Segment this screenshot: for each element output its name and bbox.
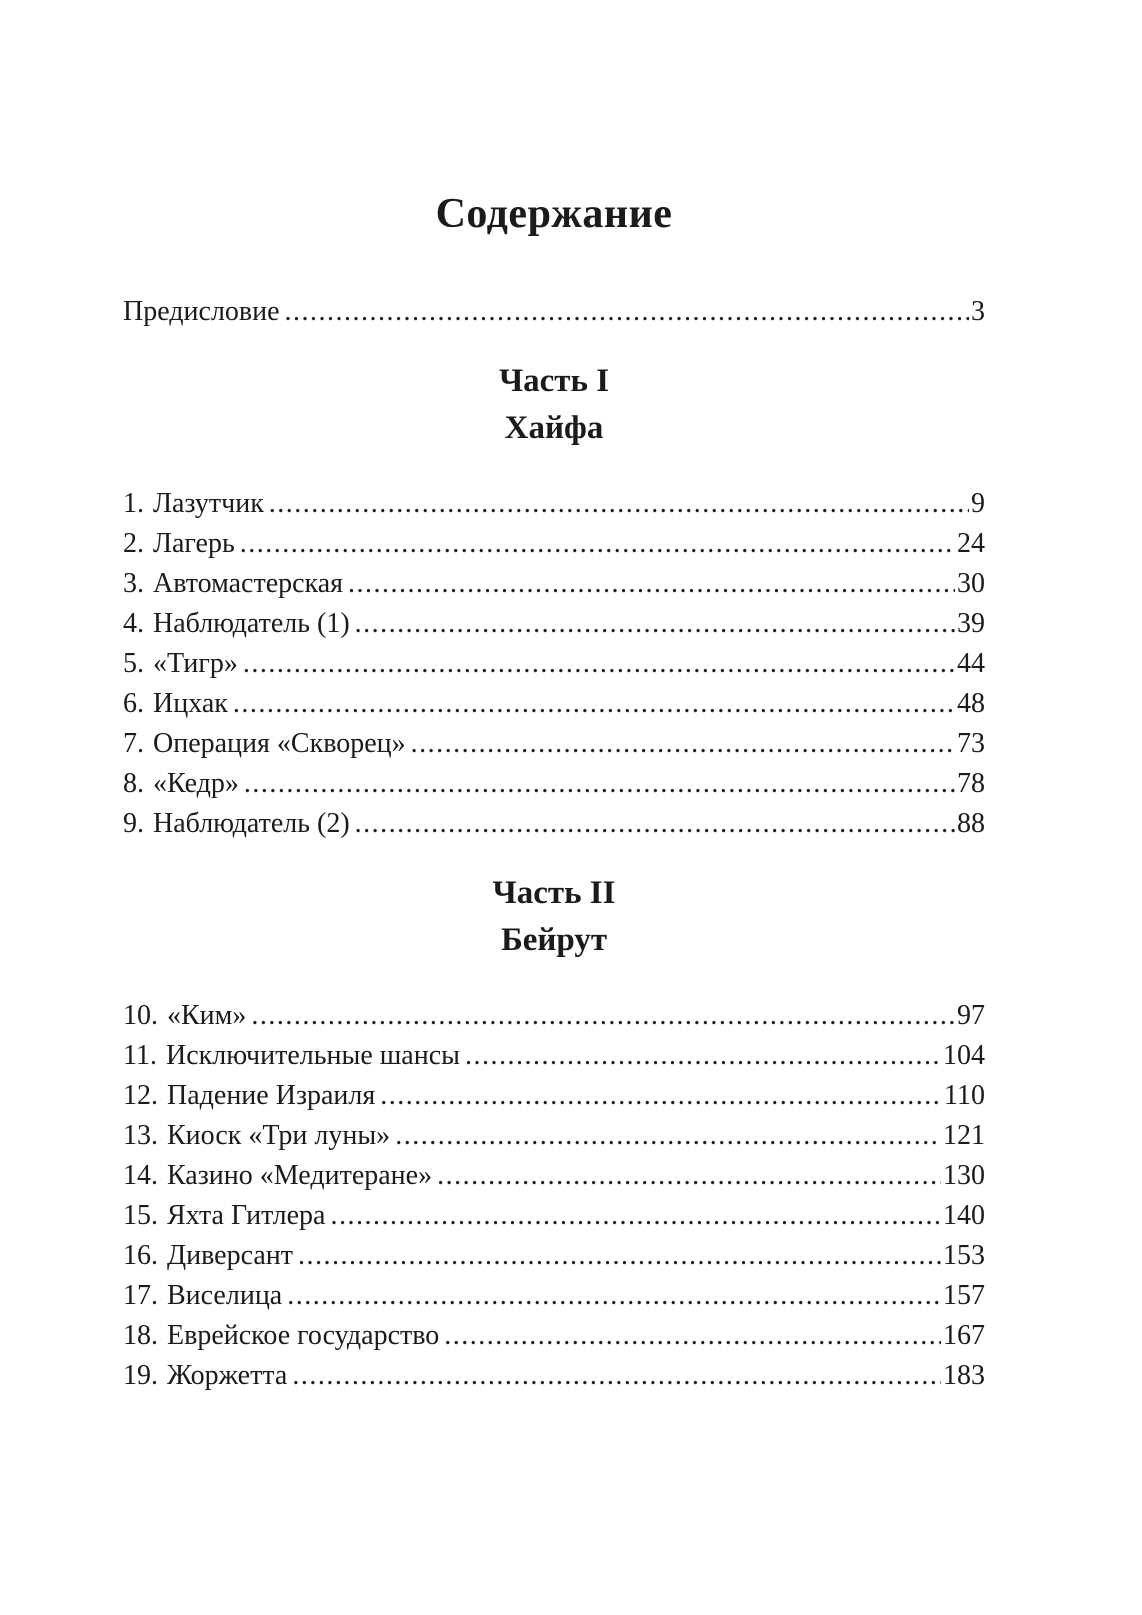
toc-page	[123, 0, 985, 1396]
toc-entry-page: 97	[957, 1000, 985, 1031]
toc-entry	[123, 804, 985, 844]
dot-leader	[269, 484, 969, 524]
toc-entry	[123, 524, 985, 564]
toc-entry-label: Падение Израиля	[167, 1080, 376, 1111]
dot-leader	[298, 1236, 941, 1276]
dot-leader	[355, 804, 955, 844]
toc-entry-number: 16.	[123, 1240, 158, 1271]
toc-entry-label: «Кедр»	[153, 768, 239, 799]
toc-entry-page: 167	[943, 1320, 985, 1351]
dot-leader	[240, 524, 955, 564]
toc-entry-number: 14.	[123, 1160, 158, 1191]
dot-leader	[244, 764, 955, 804]
toc-entry	[123, 1316, 985, 1356]
toc-entry-label: Казино «Медитеране»	[167, 1160, 433, 1191]
toc-entry-page: 130	[943, 1160, 985, 1191]
toc-entry-number: 18.	[123, 1320, 158, 1351]
toc-entry-label: Ицхак	[153, 688, 228, 719]
toc-entry-page: 110	[944, 1080, 985, 1111]
toc-entry	[123, 1236, 985, 1276]
part-title: Часть II	[492, 875, 616, 911]
toc-entry-number: 2.	[123, 528, 144, 559]
toc-entry-page: 3	[971, 296, 985, 327]
part-entries	[123, 996, 985, 1396]
toc-entry-number: 8.	[123, 768, 144, 799]
toc-entry	[123, 1076, 985, 1116]
toc-part	[123, 358, 985, 844]
dot-leader	[330, 1196, 941, 1236]
toc-entry-page: 48	[957, 688, 985, 719]
toc-entry	[123, 996, 985, 1036]
dot-leader	[411, 724, 955, 764]
toc-entry-page: 9	[971, 488, 985, 519]
toc-entry	[123, 484, 985, 524]
toc-entry-page: 73	[957, 728, 985, 759]
toc-entry-page: 157	[943, 1280, 985, 1311]
toc-entry-number: 7.	[123, 728, 144, 759]
toc-entry-number: 6.	[123, 688, 144, 719]
toc-entry-number: 11.	[123, 1040, 157, 1071]
dot-leader	[437, 1156, 941, 1196]
toc-entry-number: 9.	[123, 808, 144, 839]
dot-leader	[355, 604, 955, 644]
part-entries	[123, 484, 985, 844]
toc-entry-number: 4.	[123, 608, 144, 639]
toc-entry-label: Виселица	[167, 1280, 283, 1311]
toc-entry-page: 183	[943, 1360, 985, 1391]
toc-entry-label: Лазутчик	[153, 488, 264, 519]
toc-entry	[123, 1156, 985, 1196]
dot-leader	[251, 996, 955, 1036]
dot-leader	[292, 1356, 941, 1396]
dot-leader	[243, 644, 955, 684]
toc-entry	[123, 644, 985, 684]
toc-parts	[123, 358, 985, 1396]
toc-entry	[123, 684, 985, 724]
toc-part	[123, 870, 985, 1396]
page-title: Содержание	[435, 191, 673, 237]
part-subtitle: Хайфа	[504, 410, 604, 446]
toc-entry-page: 104	[943, 1040, 985, 1071]
toc-entry-label: Предисловие	[123, 296, 280, 327]
toc-entry-number: 3.	[123, 568, 144, 599]
part-subtitle: Бейрут	[500, 922, 608, 958]
toc-entry-page: 78	[957, 768, 985, 799]
dot-leader	[348, 564, 955, 604]
toc-entry-number: 1.	[123, 488, 144, 519]
toc-entry-label: Операция «Скворец»	[153, 728, 406, 759]
toc-entry-page: 24	[957, 528, 985, 559]
toc-entry-label: Киоск «Три луны»	[167, 1120, 391, 1151]
toc-entry-number: 10.	[123, 1000, 158, 1031]
toc-entry-page: 121	[943, 1120, 985, 1151]
toc-entry-label: Автомастерская	[153, 568, 344, 599]
toc-entry-label: Еврейское государство	[167, 1320, 440, 1351]
part-title: Часть I	[498, 363, 610, 399]
toc-entry	[123, 1116, 985, 1156]
toc-entry-label: Исключительные шансы	[165, 1040, 460, 1071]
toc-entry-number: 17.	[123, 1280, 158, 1311]
dot-leader	[395, 1116, 941, 1156]
dot-leader	[465, 1036, 941, 1076]
toc-entry	[123, 1196, 985, 1236]
toc-entry-page: 140	[943, 1200, 985, 1231]
dot-leader	[233, 684, 955, 724]
toc-entry-number: 12.	[123, 1080, 158, 1111]
toc-entry-page: 39	[957, 608, 985, 639]
toc-entry-preface	[123, 292, 985, 332]
dot-leader	[380, 1076, 942, 1116]
dot-leader	[444, 1316, 941, 1356]
toc-entry	[123, 1276, 985, 1316]
toc-entry-label: Наблюдатель (1)	[153, 608, 350, 639]
toc-entry	[123, 1036, 985, 1076]
toc-entry-label: Яхта Гитлера	[167, 1200, 326, 1231]
toc-entry-number: 13.	[123, 1120, 158, 1151]
toc-entry-page: 30	[957, 568, 985, 599]
toc-entry	[123, 724, 985, 764]
toc-entry	[123, 764, 985, 804]
toc-entry-page: 88	[957, 808, 985, 839]
toc-entry-page: 153	[943, 1240, 985, 1271]
toc-entry	[123, 1356, 985, 1396]
dot-leader	[285, 292, 969, 332]
toc-entry-number: 19.	[123, 1360, 158, 1391]
toc-entry-number: 15.	[123, 1200, 158, 1231]
toc-entry-number: 5.	[123, 648, 144, 679]
toc-entry-label: Жоржетта	[167, 1360, 288, 1391]
part-heading	[123, 870, 985, 964]
toc-entry-page: 44	[957, 648, 985, 679]
toc-entry	[123, 604, 985, 644]
toc-entry-label: Наблюдатель (2)	[153, 808, 350, 839]
dot-leader	[287, 1276, 941, 1316]
part-heading	[123, 358, 985, 452]
toc-entry-label: Диверсант	[167, 1240, 293, 1271]
toc-entry-label: «Ким»	[167, 1000, 247, 1031]
toc-entry-label: «Тигр»	[153, 648, 238, 679]
toc-entry-label: Лагерь	[153, 528, 235, 559]
toc-entry	[123, 564, 985, 604]
